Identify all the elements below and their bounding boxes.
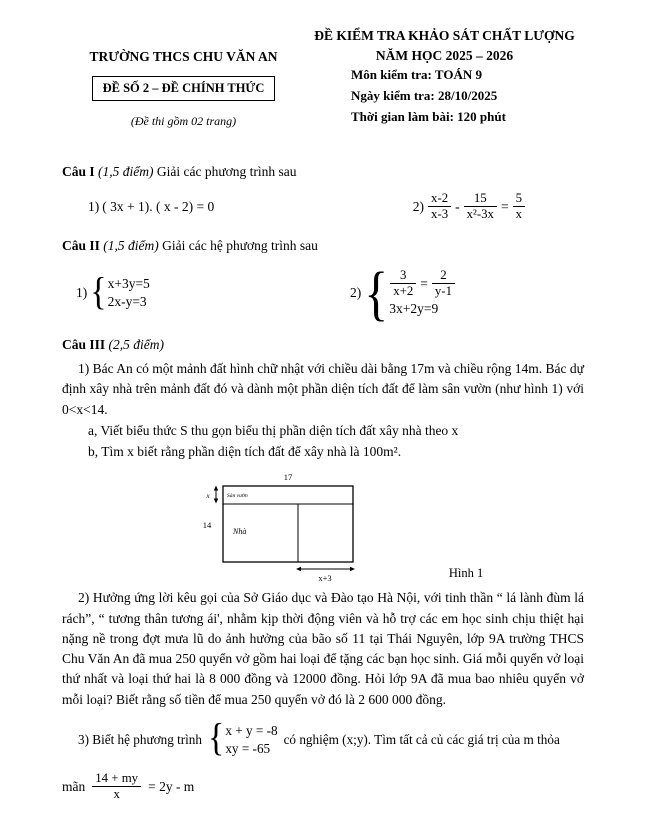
system-2-row-2: 3x+2y=9 (389, 301, 439, 317)
minus-operator: - (455, 198, 460, 214)
subject-value: TOÁN 9 (434, 67, 482, 83)
exam-code-box-wrap (62, 67, 305, 101)
question-3-heading (62, 335, 584, 355)
arrow-right-icon (350, 567, 355, 571)
system-1-row-2: 2x-y=3 (107, 294, 147, 310)
bottom-dimension-label: x+3 (318, 573, 332, 584)
question-3-part-1: 1) Bác An có một mảnh đất hình chữ nhật với chiều dài bằng 17m và chiều rộng 14m. Bác dự định xây nhà trên mảnh đất đó và dành một phần diện tích đất để làm sân vườn (như hình 1) với 0<x<14. (62, 361, 584, 417)
part-3-intro: 3) Biết hệ phương trình (78, 731, 202, 747)
question-1-heading (62, 162, 584, 182)
fraction-b-denominator: y-1 (434, 283, 452, 298)
question-2-item-1 (76, 270, 150, 314)
part-3-condition: có nghiệm (x;y). Tìm tất cả củ các giá trị của m thỏa (283, 731, 560, 747)
question-2-label: Câu II (62, 237, 100, 253)
question-2-items (62, 259, 584, 327)
exam-code-box: ĐỀ SỐ 2 – ĐỀ CHÍNH THỨC (92, 76, 276, 101)
fraction-a-denominator: x+2 (393, 283, 414, 298)
question-3-part-3 (62, 717, 584, 761)
fraction-m (92, 771, 141, 802)
arrow-up-icon (214, 486, 218, 491)
question-3-label: Câu III (62, 336, 106, 352)
left-brace-icon: { (208, 717, 225, 761)
part-3-equation-end: = 2y - m (148, 778, 195, 794)
subject-label: Môn kiểm tra: (351, 67, 435, 83)
question-1-item-1 (88, 197, 214, 217)
school-name: TRƯỜNG THCS CHU VĂN AN (89, 49, 278, 64)
left-brace-icon: { (90, 270, 107, 314)
header-left-column (62, 47, 305, 130)
question-3-part-3-line-2 (62, 771, 584, 802)
x-dimension-label: x (206, 492, 210, 501)
house-label: Nhà (232, 527, 247, 537)
fraction-2 (464, 191, 497, 222)
fraction-m-denominator: x (113, 787, 120, 802)
figure-1-diagram (163, 470, 393, 584)
date-label: Ngày kiểm tra: (351, 87, 439, 103)
question-2-item-2 (349, 259, 456, 327)
item-1-label: 1) (76, 284, 88, 300)
garden-label: Sân vườn (226, 493, 248, 500)
subject-row (305, 65, 584, 86)
part-3-word: mãn (62, 778, 86, 794)
exam-header (62, 26, 584, 130)
left-brace-icon: { (364, 259, 389, 327)
figure-1 (62, 470, 584, 584)
fraction-b-numerator: 2 (432, 268, 455, 284)
question-3-part-2: 2) Hưởng ứng lời kêu gọi của Sở Giáo dục và Đào tạo Hà Nội, với tinh thần “ lá lành đùm lá rách”, “ tương thân tương ái', nhằm kịp thời động viên và hỗ trợ các em học sinh chịu thiệt hại nặng nề trong đợt mưa lũ do ảnh hưởng của bão số 11 tại Thái Nguyên, lớp 9A trường THCS Chu Văn An đã mua 250 quyển vở gồm hai loại để tặng các bạn học sinh. Giá mỗi quyển vở loại thứ nhất và loại thứ hai là 8 000 đồng và 12000 đồng. Hỏi lớp 9A đã mua bao nhiêu quyển vở mỗi loại? Biết rằng số tiền để mua 250 quyển vở đó là 2 600 000 đồng. (62, 590, 584, 707)
question-2-intro: Giải các hệ phương trình sau (158, 237, 318, 253)
item-2-label: 2) (412, 198, 425, 214)
equals-operator: = (420, 275, 428, 291)
question-1-label: Câu I (62, 164, 95, 179)
system-1 (90, 270, 150, 314)
question-3-part-1b: b, Tìm x biết rằng phần diện tích đất để xây nhà là 100m². (88, 444, 402, 459)
duration-row: Thời gian làm bài: 120 phút (351, 108, 506, 124)
fraction-2-numerator: 15 (464, 191, 497, 207)
question-1-items (62, 191, 584, 222)
fraction-a-numerator: 3 (390, 268, 416, 284)
header-right-column (305, 26, 584, 130)
system-1-row-1: x+3y=5 (107, 275, 150, 291)
exam-title-line1: ĐỀ KIỂM TRA KHẢO SÁT CHẤT LƯỢNG (314, 28, 575, 43)
fraction-3-numerator: 5 (513, 191, 525, 207)
question-3-points: (2,5 điểm) (108, 336, 165, 352)
question-1-intro: Giải các phương trình sau (153, 164, 297, 179)
arrow-down-icon (214, 499, 218, 504)
fraction-m-numerator: 14 + my (92, 771, 141, 787)
pages-note: (Đề thi gồm 02 trang) (130, 114, 237, 128)
date-value: 28/10/2025 (438, 87, 498, 103)
question-2-heading (62, 236, 584, 256)
date-row (305, 86, 584, 107)
system-2-rows (389, 268, 456, 318)
question-3-part-1a: a, Viết biểu thức S thu gọn biểu thị phần diện tích đất xây nhà theo x (88, 422, 459, 438)
arrow-left-icon (296, 567, 301, 571)
system-3-rows (225, 722, 277, 757)
figure-width-label: 17 (283, 472, 293, 483)
system-2 (364, 259, 456, 327)
exam-title-line2: NĂM HỌC 2025 – 2026 (375, 47, 514, 63)
fraction-3 (513, 191, 525, 222)
system-3 (208, 717, 278, 761)
fraction-2-denominator: x²-3x (466, 207, 494, 222)
system-3-row-1: x + y = -8 (225, 722, 278, 738)
question-1-points: (1,5 điểm) (98, 164, 154, 179)
system-2-row-1 (389, 268, 456, 299)
item-1-label: 1) (88, 198, 100, 214)
item-1-equation: ( 3x + 1). ( x - 2) = 0 (102, 198, 215, 214)
question-1-item-2 (413, 191, 526, 222)
figure-height-label: 14 (202, 520, 212, 531)
system-1-rows (108, 275, 150, 311)
fraction-1 (428, 191, 451, 222)
item-2-label: 2) (349, 284, 362, 300)
fraction-3-denominator: x (515, 207, 522, 222)
fraction-b (432, 268, 455, 299)
fraction-a (390, 268, 416, 299)
figure-caption: Hình 1 (448, 565, 484, 580)
equals-operator: = (500, 198, 509, 214)
fraction-1-denominator: x-3 (431, 207, 449, 222)
system-3-row-2: xy = -65 (225, 740, 271, 756)
fraction-1-numerator: x-2 (428, 191, 451, 207)
question-2-points: (1,5 điểm) (103, 237, 159, 253)
